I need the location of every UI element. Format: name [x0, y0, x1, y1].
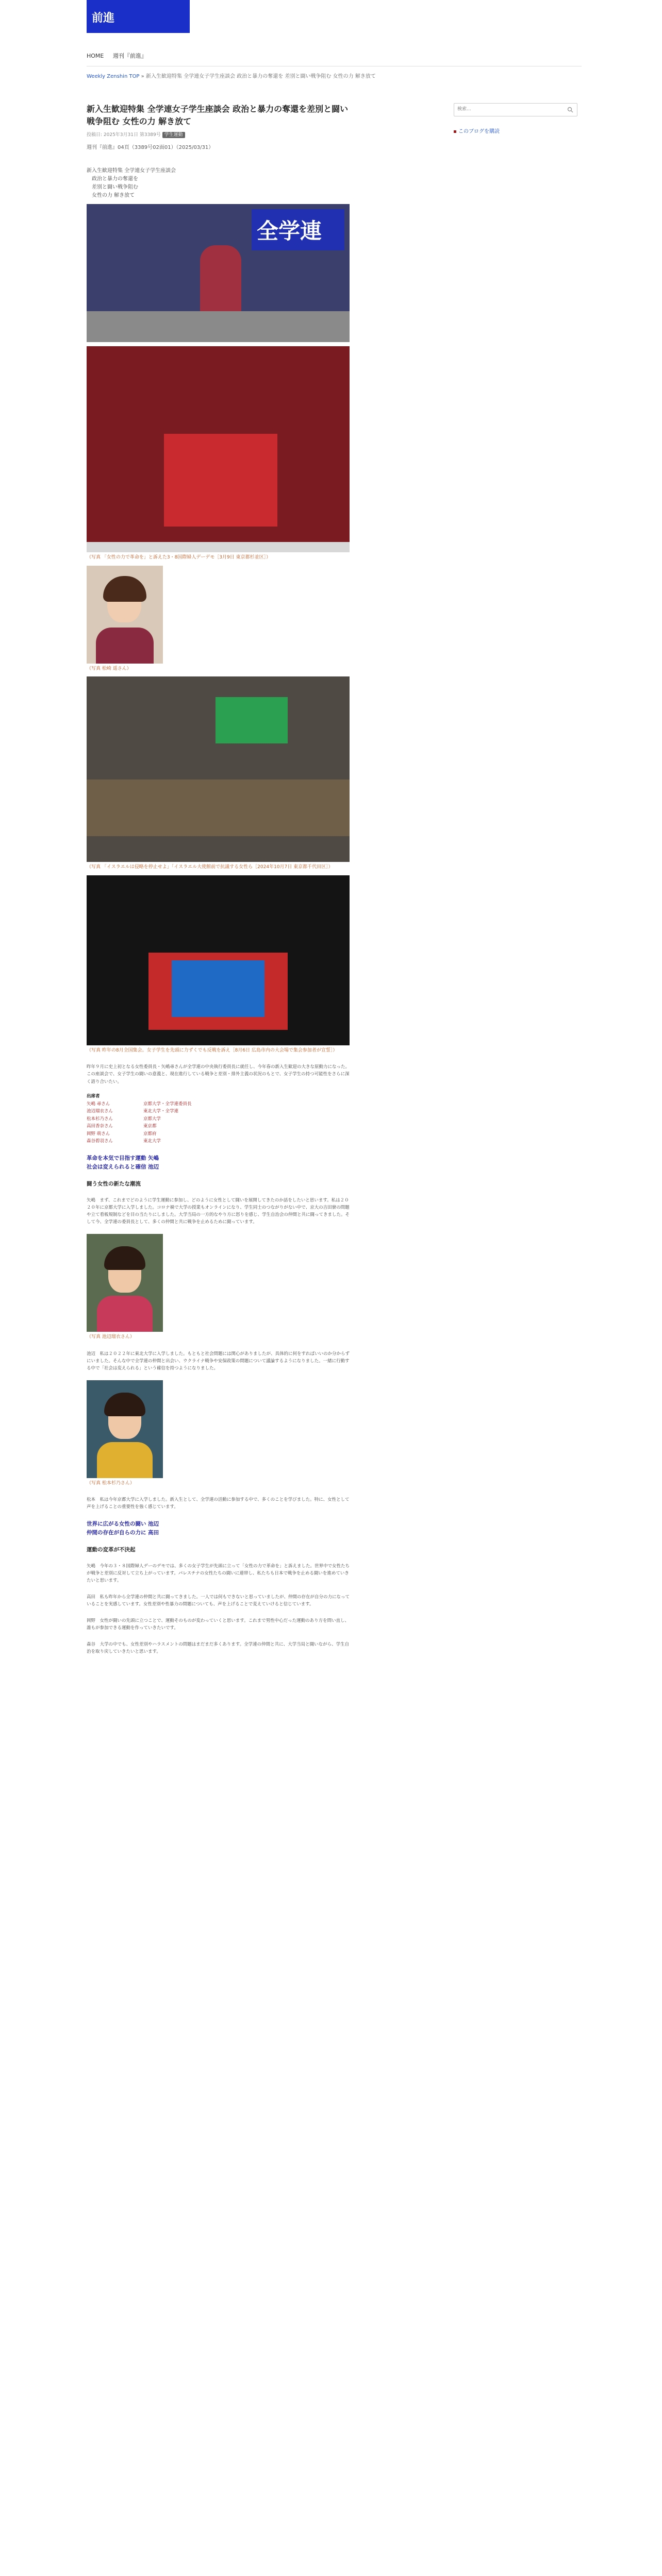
photo-caption: （写真 「女性の力で革命を」と訴えた3・8国際婦人デーデモ［3月9日 東京都杉並区］） [87, 555, 271, 560]
paragraph: 森谷 大学の中でも、女性差別やハラスメントの問題はまだまだ多くあります。全学連の仲間と共に、大学当局と闘いながら、学生自治を取り戻していきたいと思います。 [87, 1641, 350, 1654]
participant-row [87, 1130, 350, 1138]
breadcrumb [87, 66, 582, 79]
protest-sign [216, 697, 288, 743]
participant-row [87, 1115, 350, 1123]
search-input[interactable] [454, 104, 557, 115]
bullet-icon [454, 130, 456, 133]
photo-embassy-protest [87, 676, 350, 871]
demo-ground [87, 542, 350, 552]
paragraph: 池辺 私は２０２２年に東北大学に入学しました。もともと社会問題には関心がありましたが、具体的に何をすればいいのか分からずにいました。そんな中で全学連の仲間と出会い、ウクライナ戦争や安保政策の問題について議論するようになりました。一緒に行動する中で「社会は変えられる」という確信を持つようになりました。 [87, 1351, 350, 1371]
participant-name: 池辺瑠衣さん [87, 1109, 113, 1114]
participant-row [87, 1108, 350, 1115]
photo-caption: （写真 昨年の8月全国集会。女子学生を先頭に力ずくでも反戦を訴え［8月6日 広島市内の大会場で集会参加者が宣誓］） [87, 1047, 338, 1053]
toc-line: 女性の力 解き放て [92, 193, 135, 198]
article-title: 新入生歓迎特集 全学連女子学生座談会 政治と暴力の奪還を差別と闘い戦争阻む 女性の力 解き放て [87, 104, 349, 126]
portrait-body [96, 628, 154, 664]
article [87, 103, 350, 1655]
photo-demo-image [87, 346, 350, 552]
photo-demo [87, 346, 350, 562]
participant-list [87, 1093, 350, 1145]
nav-weekly-link[interactable]: 週刊『前進』 [112, 53, 147, 59]
sidebar [454, 103, 577, 134]
participant-name: 森谷碧羽さん [87, 1138, 113, 1144]
august-rally-image [87, 875, 350, 1045]
portrait-body [97, 1296, 153, 1332]
participant-affiliation: 京都大学・全学連委員長 [143, 1101, 192, 1107]
paragraph: 岡野 女性が闘いの先頭に立つことで、運動そのものが変わっていくと思います。これまで男性中心だった運動のあり方を問い直し、誰もが参加できる運動を作っていきたいです。 [87, 1618, 350, 1631]
breadcrumb-home-link[interactable]: Weekly Zenshin TOP [87, 74, 140, 79]
toc-line: 差別と闘い戦争阻む [92, 184, 138, 190]
rally-sign-blue [172, 960, 264, 1017]
participant-row [87, 1100, 350, 1108]
photo-august-rally [87, 875, 350, 1055]
section-heading: 運動の変革が不決起 [87, 1546, 136, 1553]
demo-banner [164, 434, 277, 527]
speaker-figure [200, 245, 241, 317]
nav-home-link[interactable]: HOME [87, 53, 104, 59]
portrait-body [97, 1442, 153, 1478]
participant-row [87, 1138, 350, 1145]
participant-name: 矢嶋 尋さん [87, 1101, 110, 1107]
participant-row [87, 1123, 350, 1130]
pull-quote-heading: 世界に広がる女性の闘い 池辺 仲間の存在が自らの力に 高田 [87, 1521, 159, 1536]
toc-line: 新入生歓迎特集 全学連女子学生座談会 [87, 168, 176, 174]
photo-caption: （写真 「イスラエルは侵略を停止せよ」「イスラエル大使館前で抗議する女性ら［2024年10月7日 東京都千代田区］） [87, 865, 333, 870]
zengakuren-banner: 全学連 [252, 209, 344, 250]
crowd-figure [87, 311, 350, 342]
issue-info: 週刊『前進』04頁（3389号02面01）（2025/03/31） [87, 145, 214, 150]
participant-name: 高田香奈さん [87, 1124, 113, 1129]
participant-affiliation: 京都大学 [143, 1116, 161, 1122]
subscribe-link[interactable] [454, 127, 577, 134]
portrait-hair [104, 1246, 145, 1270]
article-meta [87, 131, 350, 138]
portrait-hair [103, 576, 146, 602]
paragraph: 矢嶋 今年の３・８国際婦人デーのデモでは、多くの女子学生が先頭に立って「女性の力で革命を」と訴えました。世界中で女性たちが戦争と差別に反対して立ち上がっています。パレスチナの女性たちの闘いに連帯し、私たちも日本で戦争を止める闘いを進めていきたいと思います。 [87, 1563, 350, 1583]
participant-affiliation: 東京都 [143, 1124, 157, 1129]
intro-paragraph: 昨年９月に史上初となる女性委員長・矢嶋尋さんが全学連の中央執行委員長に就任し、今年春の新入生歓迎の大きな原動力になった。この座談会で、女子学生の闘いの意義と、現在進行している戦争と差別・排外主義の状況のもとで、女子学生の持つ可能性をさらに深く語り合いたい。 [87, 1064, 350, 1084]
portrait-ikebe [87, 1234, 163, 1332]
pull-quote-heading: 革命を本気で目指す運動 矢嶋 社会は変えられると確信 池辺 [87, 1155, 159, 1171]
paragraph: 松本 私は今年京都大学に入学しました。新入生として、全学連の活動に参加する中で、多くのことを学びました。特に、女性として声を上げることの重要性を強く感じています。 [87, 1497, 350, 1510]
paragraph: 高田 私も昨年から全学連の仲間と共に闘ってきました。一人では何もできないと思っていましたが、仲間の存在が自分の力になっていることを実感しています。女性差別や性暴力の問題についても、声を上げることで変えていけると信じています。 [87, 1594, 350, 1607]
photo-rally [87, 204, 350, 342]
subscribe-label: このブログを購読 [458, 129, 500, 134]
search-box [454, 103, 577, 116]
protest-crowd [87, 779, 350, 836]
logo-text: 前進 [92, 12, 115, 25]
search-icon[interactable] [567, 107, 573, 113]
participant-affiliation: 東北大学・全学連 [143, 1109, 179, 1114]
embassy-protest-image [87, 676, 350, 862]
participant-heading: 出席者 [87, 1094, 100, 1099]
participant-name: 岡野 萌さん [87, 1131, 110, 1137]
participant-affiliation: 東北大学 [143, 1138, 161, 1144]
article-date: 投稿日: 2025年3月31日 第3389号 [87, 132, 161, 138]
section-heading: 闘う女性の新たな潮流 [87, 1180, 141, 1187]
portrait-hair [104, 1393, 145, 1416]
portrait-image [87, 566, 163, 664]
portrait-matsumoto [87, 1380, 163, 1478]
participant-affiliation: 京都府 [143, 1131, 157, 1137]
table-of-contents [87, 167, 350, 200]
top-nav [87, 52, 154, 60]
participant-name: 松本杉乃さん [87, 1116, 113, 1122]
photo-rally-image [87, 204, 350, 342]
toc-line: 政治と暴力の奪還を [92, 176, 138, 182]
photo-caption: （写真 松本杉乃さん） [87, 1480, 135, 1486]
photo-portrait-matsuzaki [87, 566, 350, 673]
photo-caption: （写真 池辺瑠衣さん） [87, 1334, 135, 1340]
breadcrumb-trail: » 新入生歓迎特集 全学連女子学生座談会 政治と暴力の奪還を 差別と闘い戦争阻む 女性の力 解き放て [139, 74, 376, 79]
paragraph: 矢嶋 まず、これまでどのように学生運動に参加し、どのように女性として闘いを展開してきたのか話をしたいと思います。私は２０２０年に京都大学に入学しました。コロナ禍で大学の授業もオンラインになり、学生同士のつながりがない中で、京大の吉田寮の問題や立て看板規制などを目の当たりにしました。大学当局の一方的なやり方に怒りを感じ、学生自治会の仲間と共に闘ってきました。そして今、全学連の委員長として、多くの仲間と共に戦争を止めるために闘っています。 [87, 1197, 350, 1225]
photo-caption: （写真 松崎 遥さん） [87, 666, 131, 671]
site-logo[interactable] [87, 0, 190, 33]
category-badge[interactable]: 学生運動 [162, 132, 185, 138]
